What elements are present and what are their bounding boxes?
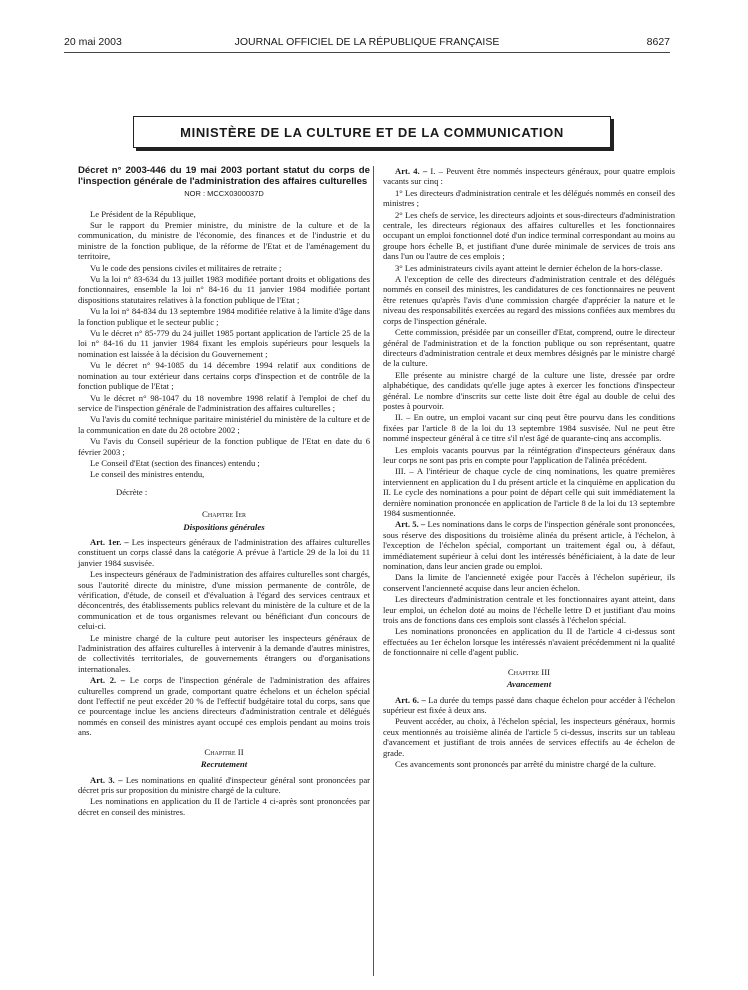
decree-title: Décret n° 2003-446 du 19 mai 2003 portant statut du corps de l'inspection générale de l'administration des affaires culturelles [78,165,370,187]
article-text: Les inspecteurs généraux de l'administration des affaires culturelles constituent un corps classé dans la catégorie A prévue à l'article 29 de la loi du 11 janvier 1984 susvisée. [78,536,370,568]
paragraph: Vu le décret n° 94-1085 du 14 décembre 1994 relatif aux conditions de nomination au tour extérieur dans certains corps d'inspection et de contrôle de la fonction publique de l'Etat ; [78,360,370,392]
paragraph: Sur le rapport du Premier ministre, du ministre de la culture et de la communication, du ministre de l'économie, des finances et de l'industrie et du ministre de la fonction publique, de la réforme de l'Etat et de l'aménagement du territoire, [78,220,370,262]
right-column [383,166,675,770]
paragraph: Ces avancements sont prononcés par arrêté du ministre chargé de la culture. [395,758,656,769]
chapter-number: Chapitre II [204,746,244,757]
chapter-number: Chapitre III [507,666,551,677]
running-header [64,36,670,50]
header-page-number: 8627 [646,36,670,48]
ministry-heading: MINISTÈRE DE LA CULTURE ET DE LA COMMUNICATION [133,116,611,148]
article-paragraph [383,166,675,187]
paragraph: Vu le code des pensions civiles et militaires de retraite ; [90,262,282,273]
article-text: La durée du temps passé dans chaque échelon pour accéder à l'échelon supérieur est fixée à deux ans. [383,694,675,715]
paragraph: Les inspecteurs généraux de l'administration des affaires culturelles sont chargés, sous l'autorité directe du ministre, d'une mission permanente de contrôle, de vérification, d'étude, de conseil et d'évaluation à l'égard des services centraux et déconcentrés, des établissements publics relevant du ministère de la culture et de la communication et de tous organismes relevant ou bénéficiant d'un concours de celui-ci. [78,569,370,632]
chapter-number: Chapitre Ier [202,509,246,520]
paragraph: Les nominations prononcées en application du II de l'article 4 ci-dessus sont effectuées au 1er échelon lorsque les intéressés n'avaient précédemment ni la qualité de fonctionnaire ni celle d'agent public. [383,626,675,658]
paragraph: Vu la loi n° 83-634 du 13 juillet 1983 modifiée portant droits et obligations des fonctionnaires, ensemble la loi n° 84-16 du 11 janvier 1984 modifiée portant dispositions statutaires relatives à la fonction publique de l'Etat ; [78,274,370,305]
decrete-line: Décrète : [116,486,148,497]
paragraph: Les directeurs d'administration centrale et les fonctionnaires ayant atteint, dans leur emploi, un échelon doté au moins de l'échelle lettre D et justifiant d'au moins trois ans de fonctions dans ces emplois sont classés à l'échelon spécial. [383,594,675,626]
paragraph: Elle présente au ministre chargé de la culture une liste, dressée par ordre alphabétique, des candidats qu'elle juge aptes à exercer les fonctions d'inspecteur général. Le nombre d'inscrits sur cette liste doit être égal au double de celui des postes à pourvoir. [383,369,675,411]
article-label: Art. 2. – [90,675,126,686]
left-column [78,166,370,818]
paragraph: Le Président de la République, [90,208,196,219]
paragraph: Dans la limite de l'ancienneté exigée pour l'accès à l'échelon supérieur, ils conservent l'ancienneté acquise dans leur ancien échelon. [383,572,675,593]
paragraph: A l'exception de celle des directeurs d'administration centrale et des délégués nommés en conseil des ministres, les candidatures de ces fonctionnaires ne peuvent être retenues qu'après l'avis d'une commission chargée d'apprécier la nature et le niveau des responsabilités exercées au regard des missions confiées aux membres du corps de l'inspection générale. [383,274,675,326]
article-text: Les nominations dans le corps de l'inspection générale sont prononcées, sous réserve des dispositions du troisième alinéa du présent article, à l'échelon, à l'exception de l'échelon spécial, comportant un traitement égal ou, à défaut, immédiatement supérieur à celui dont les intéressés bénéficiaient, à la date de leur nomination, dans leur ancien grade ou emploi. [383,519,675,572]
article-paragraph [383,695,675,716]
article-label: Art. 5. – [395,519,426,530]
article-label: Art. 4. – [395,166,428,176]
list-item: 1° Les directeurs d'administration centrale et les délégués nommés en conseil des ministres ; [383,187,675,209]
chapter-title: Dispositions générales [183,521,265,532]
paragraph: Cette commission, présidée par un conseiller d'Etat, comprend, outre le directeur général de l'administration et de la fonction publique ou son représentant, quatre directeurs d'administration centrale et deux membres désignés par le ministre chargé de la culture. [383,327,675,369]
header-rule [64,52,670,53]
article-paragraph [78,537,370,568]
nor-reference: NOR : MCCX0300037D [184,189,264,199]
article-paragraph [78,675,370,737]
article-label: Art. 6. – [395,694,426,705]
chapter-title: Recrutement [200,759,248,770]
paragraph: Vu l'avis du comité technique paritaire ministériel du ministère de la culture et de la communication en date du 28 octobre 2002 ; [78,414,370,435]
paragraph: Le ministre chargé de la culture peut autoriser les inspecteurs généraux de l'administration des affaires culturelles à intervenir à la demande d'autres ministres, de collectivités territoriales, de gouvernements étrangers ou d'organisations internationales. [78,632,370,674]
article-text: Les nominations en qualité d'inspecteur général sont prononcées par décret pris sur proposition du ministre chargé de la culture. [78,774,371,795]
list-item: 2° Les chefs de service, les directeurs adjoints et sous-directeurs d'administration centrale, les directeurs régionaux des affaires culturelles et les fonctionnaires occupant un emploi fonctionnel doté d'un indice terminal correspondant au moins au groupe hors échelle B, et justifiant d'une durée minimale de services de trois ans dans l'un ou l'autre de ces emplois ; [383,209,675,262]
article-label: Art. 3. – [90,774,123,785]
paragraph: Vu l'avis du Conseil supérieur de la fonction publique de l'Etat en date du 6 février 2003 ; [78,436,370,457]
paragraph: Vu le décret n° 98-1047 du 18 novembre 1998 relatif à l'emploi de chef du service de l'inspection générale de l'administration des affaires culturelles ; [78,392,370,413]
header-journal-title: JOURNAL OFFICIEL DE LA RÉPUBLIQUE FRANÇAISE [234,36,500,48]
paragraph: Le Conseil d'Etat (section des finances) entendu ; [90,457,260,468]
paragraph: II. – En outre, un emploi vacant sur cinq peut être pourvu dans les conditions fixées par l'article 8 de la loi du 13 septembre 1984 susvisée. Nul ne peut être nommé inspecteur général à ce titre s'il n'est âgé de quarante-cinq ans accomplis. [383,412,675,444]
article-paragraph [383,519,675,571]
paragraph: Vu le décret n° 85-779 du 24 juillet 1985 portant application de l'article 25 de la loi n° 84-16 du 11 janvier 1984 fixant les emplois supérieurs pour lesquels la nomination est laissée à la décision du Gouvernement ; [78,328,370,359]
article-paragraph [78,775,370,796]
article-text: I. – Peuvent être nommés inspecteurs généraux, pour quatre emplois vacants sur cinq : [383,166,675,187]
chapter-title: Avancement [506,679,552,690]
article-label: Art. 1er. – [90,536,129,547]
paragraph: Les nominations en application du II de l'article 4 ci-après sont prononcées par décret en conseil des ministres. [78,796,370,817]
article-text: Le corps de l'inspection générale de l'administration des affaires culturelles comprend un grade, comportant quatre échelons et un échelon spécial dont l'effectif ne peut excéder 20 % de l'effectif budgétaire total du corps, sans que ce pourcentage inclue les anciens directeurs d'administration centrale et délégués nommés en conseil des ministres ayant occupé ces emplois pendant au moins trois ans. [78,675,370,738]
list-item: 3° Les administrateurs civils ayant atteint le dernier échelon de la hors-classe. [395,262,663,273]
column-divider [373,166,374,976]
paragraph: Peuvent accéder, au choix, à l'échelon spécial, les inspecteurs généraux, hormis ceux mentionnés au troisième alinéa de l'article 5 ci-dessus, inscrits sur un tableau d'avancement et justifiant de trois années de services effectifs au 4e échelon de grade. [383,716,675,758]
header-date: 20 mai 2003 [64,36,122,48]
paragraph: Vu la loi n° 84-834 du 13 septembre 1984 modifiée relative à la limite d'âge dans la fonction publique et le secteur public ; [78,306,370,327]
paragraph: III. – A l'intérieur de chaque cycle de cinq nominations, les quatre premières interviennent en application du I du présent article et la cinquième en application du II. Le cycle des nominations a pour point de départ celle qui suit immédiatement la dernière nomination prononcée en application de l'article 8 de la loi du 13 septembre 1984 susmentionnée. [383,466,675,518]
paragraph: Les emplois vacants pourvus par la réintégration d'inspecteurs généraux dans leur corps ne sont pas pris en compte pour l'application de l'alinéa précédent. [383,444,675,465]
paragraph: Le conseil des ministres entendu, [90,469,205,480]
